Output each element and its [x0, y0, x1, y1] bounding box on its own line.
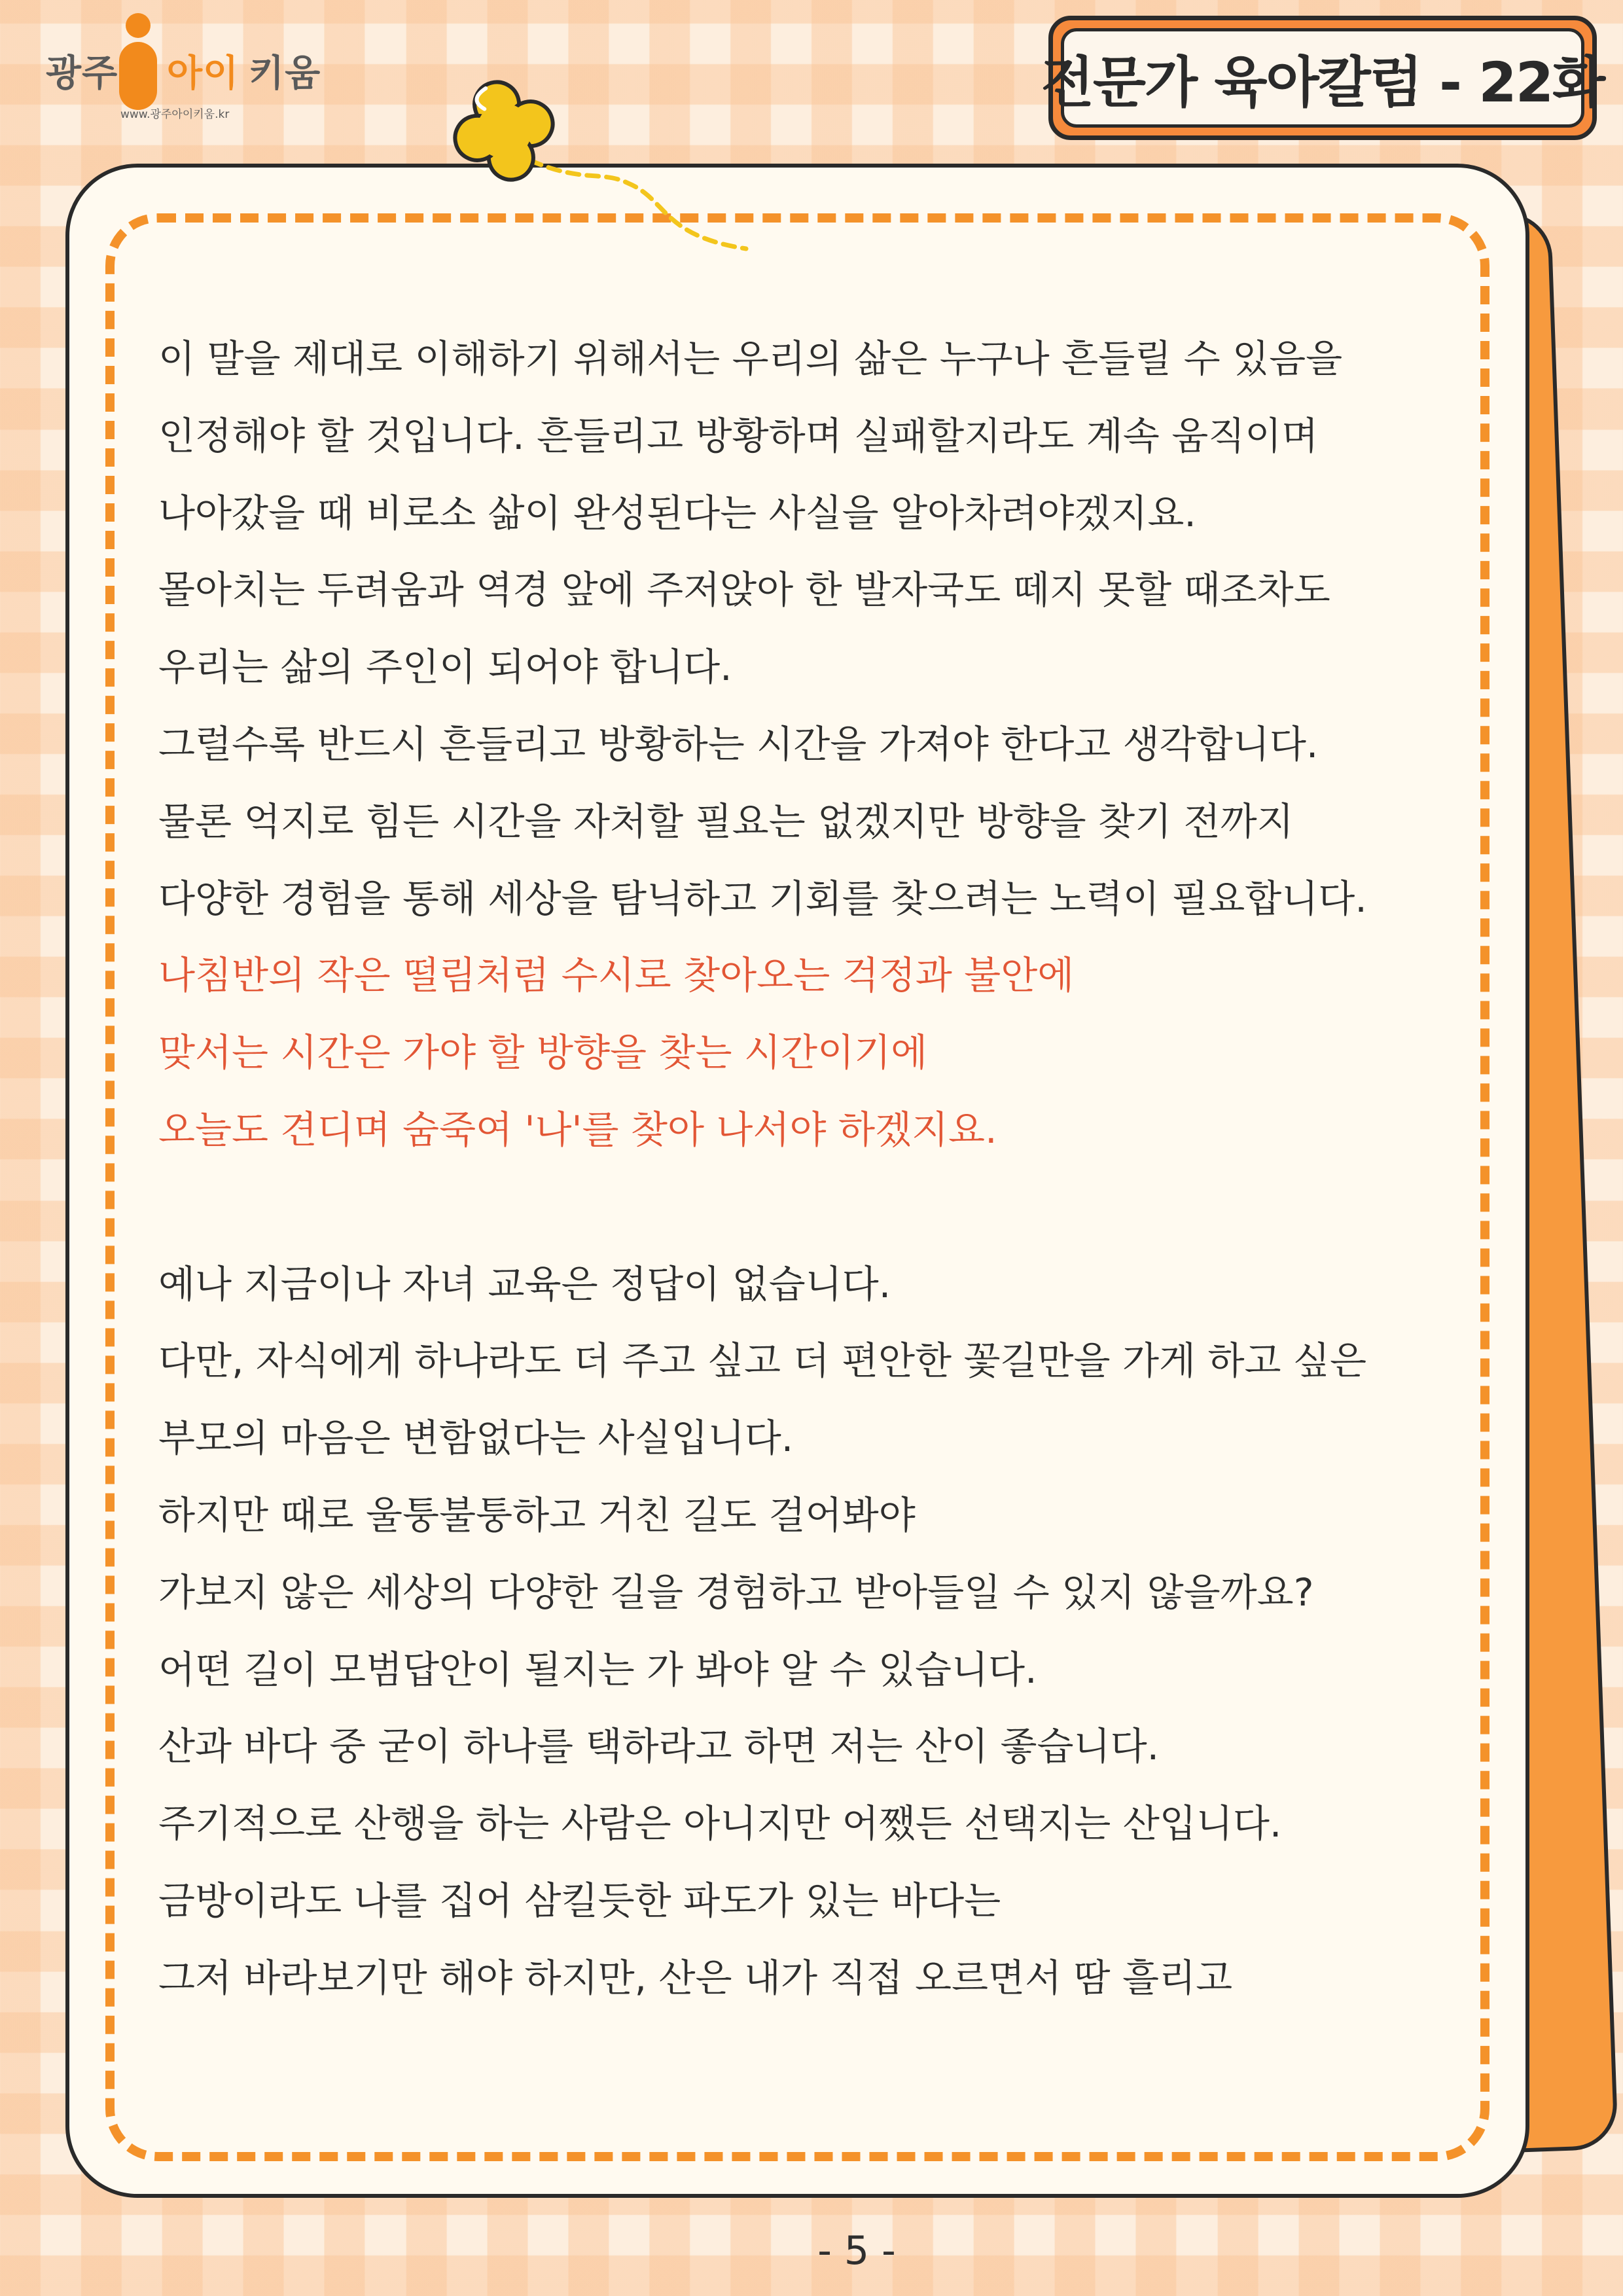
logo — [39, 13, 340, 131]
pin-string — [530, 160, 746, 249]
pin-decoration-icon — [432, 92, 772, 288]
title-badge-inner — [1041, 28, 1605, 128]
highlight-line: 맞서는 시간은 가야 할 방향을 찾는 시간이기에 — [158, 1030, 928, 1075]
logo-text-gwangju: 광주 — [46, 52, 118, 95]
page-number: - 5 - — [817, 2228, 896, 2274]
body-line: 우리는 삶의 주인이 되어야 합니다. — [158, 645, 732, 690]
logo-dot-icon — [126, 13, 151, 38]
body-line: 부모의 마음은 변함없다는 사실입니다. — [158, 1416, 794, 1461]
body-line: 그저 바라보기만 해야 하지만, 산은 내가 직접 오르면서 땀 흘리고 — [158, 1955, 1233, 2000]
body-line: 하지만 때로 울퉁불퉁하고 거친 길도 걸어봐야 — [158, 1492, 916, 1537]
body-line: 어떤 길이 모범답안이 될지는 가 봐야 알 수 있습니다. — [158, 1647, 1037, 1692]
paragraph-gap — [158, 1169, 1480, 1246]
column-title: 전문가 육아칼럼 - 22화 — [1041, 50, 1605, 115]
body-line: 산과 바다 중 굳이 하나를 택하라고 하면 저는 산이 좋습니다. — [158, 1724, 1160, 1769]
body-line: 금방이라도 나를 집어 삼킬듯한 파도가 있는 바다는 — [158, 1878, 1001, 1923]
logo-i-icon — [119, 42, 157, 110]
body-line: 다양한 경험을 통해 세상을 탐닉하고 기회를 찾으려는 노력이 필요합니다. — [158, 876, 1367, 921]
body-line: 주기적으로 산행을 하는 사람은 아니지만 어쨌든 선택지는 산입니다. — [158, 1801, 1282, 1846]
logo-url: www.광주아이키움.kr — [120, 108, 230, 121]
body-line: 예나 지금이나 자녀 교육은 정답이 없습니다. — [158, 1261, 891, 1306]
body-line: 다만, 자식에게 하나라도 더 주고 싶고 더 편안한 꽃길만을 가게 하고 싶은 — [158, 1338, 1367, 1384]
logo-text-kium: 키움 — [249, 52, 321, 95]
body-line: 가보지 않은 세상의 다양한 길을 경험하고 받아들일 수 있지 않을까요? — [158, 1570, 1314, 1615]
body-line: 이 말을 제대로 이해하기 위해서는 우리의 삶은 누구나 흔들릴 수 있음을 — [158, 336, 1343, 381]
highlight-line: 오늘도 견디며 숨죽여 '나'를 찾아 나서야 하겠지요. — [158, 1107, 997, 1152]
body-line: 몰아치는 두려움과 역경 앞에 주저앉아 한 발자국도 떼지 못할 때조차도 — [158, 567, 1330, 613]
logo-text-ai: 아이 — [167, 52, 240, 95]
body-line: 그럴수록 반드시 흔들리고 방황하는 시간을 가져야 한다고 생각합니다. — [158, 721, 1319, 766]
pin-flower-icon — [443, 70, 565, 192]
title-badge — [1041, 16, 1605, 140]
body-line: 인정해야 할 것입니다. 흔들리고 방황하며 실패할지라도 계속 움직이며 — [158, 413, 1319, 458]
highlight-line: 나침반의 작은 떨림처럼 수시로 찾아오는 걱정과 불안에 — [158, 953, 1075, 998]
column-body — [158, 321, 1480, 2017]
body-line: 나아갔을 때 비로소 삶이 완성된다는 사실을 알아차려야겠지요. — [158, 490, 1196, 535]
body-line: 물론 억지로 힘든 시간을 자처할 필요는 없겠지만 방향을 찾기 전까지 — [158, 798, 1294, 844]
